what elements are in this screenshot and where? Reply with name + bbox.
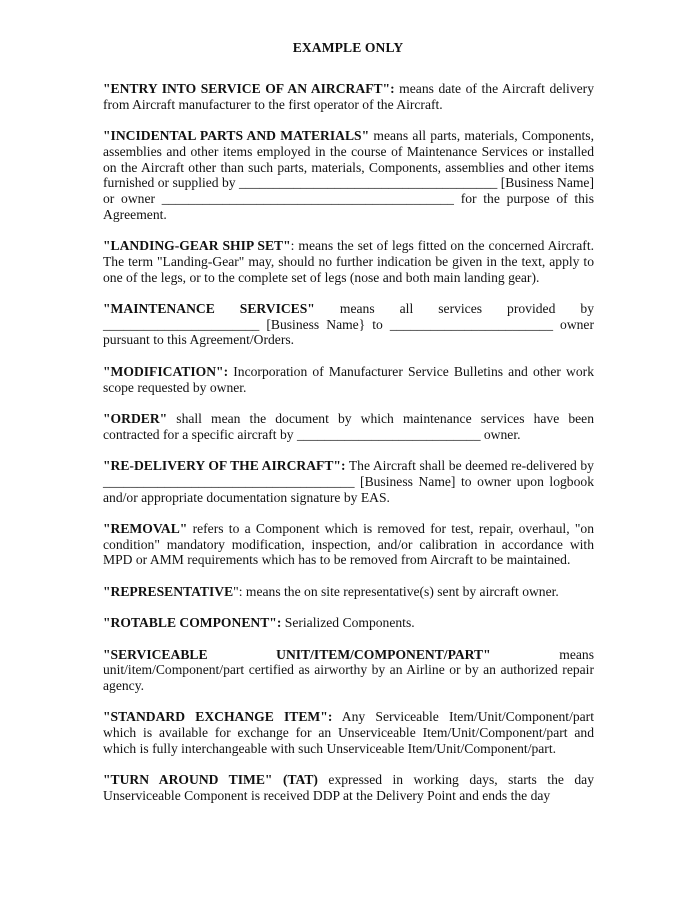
definition-term: "MODIFICATION":: [103, 363, 229, 379]
definition-text: means unit/item/Component/part certified as airworthy by an Airline or by an authorized repair agency.: [103, 646, 594, 693]
definition-removal: [103, 521, 594, 568]
definition-term: "INCIDENTAL PARTS AND MATERIALS": [103, 128, 370, 144]
definition-text: shall mean the document by which maintenance services have been contracted for a specific aircraft by ___________________________ owner.: [103, 410, 594, 442]
definition-turn-around-time: [103, 772, 594, 803]
definition-term: "MAINTENANCE SERVICES": [103, 300, 315, 316]
definition-entry-into-service: [103, 81, 594, 112]
definition-landing-gear-ship-set: [103, 238, 594, 285]
definition-modification: [103, 364, 594, 395]
definition-term: "REPRESENTATIVE: [103, 583, 234, 599]
definition-term: "REMOVAL": [103, 520, 188, 536]
document-title: EXAMPLE ONLY: [292, 40, 404, 55]
definition-term: "ENTRY INTO SERVICE OF AN AIRCRAFT":: [103, 81, 395, 96]
definition-term: "ROTABLE COMPONENT":: [103, 615, 282, 631]
definition-standard-exchange-item: [103, 709, 594, 756]
definition-term: "TURN AROUND TIME" (TAT): [103, 772, 318, 788]
definition-rotable-component: [103, 615, 594, 631]
definition-text: The Aircraft shall be deemed re-delivered by _____________________________________ [Business Name] to owner upon logbook and/or appropriate documentation signature by EAS.: [103, 458, 594, 505]
definition-order: [103, 411, 594, 442]
definition-representative: [103, 584, 594, 600]
definition-maintenance-services: [103, 301, 594, 348]
definition-term: "SERVICEABLE UNIT/ITEM/COMPONENT/PART": [103, 646, 491, 662]
definition-term: "LANDING-GEAR SHIP SET": [103, 238, 291, 254]
definitions-list: [103, 81, 594, 819]
definition-text: Any Serviceable Item/Unit/Component/part which is available for exchange for an Unserviceable Item/Unit/Component/part and which is fully interchangeable with such Unserviceable Item/Unit/Component/part.: [103, 709, 594, 756]
definition-serviceable-unit: [103, 647, 594, 694]
definition-text: Incorporation of Manufacturer Service Bulletins and other work scope requested by owner.: [103, 363, 594, 395]
definition-incidental-parts: [103, 128, 594, 222]
definition-re-delivery: [103, 458, 594, 505]
definition-term: "STANDARD EXCHANGE ITEM":: [103, 709, 333, 725]
definition-text: ": means the on site representative(s) sent by aircraft owner.: [233, 583, 559, 599]
definition-text: Serialized Components.: [281, 615, 415, 631]
definition-text: expressed in working days, starts the day Unserviceable Component is received DDP at the Delivery Point and ends the day: [103, 772, 595, 803]
definition-term: "RE-DELIVERY OF THE AIRCRAFT":: [103, 458, 346, 474]
definition-text: means date of the Aircraft delivery from Aircraft manufacturer to the first operator of the Aircraft.: [103, 81, 594, 112]
definition-text: refers to a Component which is removed for test, repair, overhaul, "on condition" mandatory modification, inspection, and/or calibration in accordance with MPD or AMM requirements which has to be removed from Aircraft to be maintained.: [103, 520, 594, 568]
definition-term: "ORDER": [103, 410, 168, 426]
definition-text: means all parts, materials, Components, assemblies and other items employed in the course of Maintenance Services or installed on the Aircraft other than such parts, materials, Components, assemblies and other items furnished or supplied by ______________________________________ [Business Name] or owner ___________________________________________ for the purpose of this Agreement.: [103, 128, 594, 222]
definition-text: means all services provided by _______________________ [Business Name} to ________________________ owner pursuant to this Agreement/Orders.: [103, 300, 594, 348]
definition-text: : means the set of legs fitted on the concerned Aircraft. The term "Landing-Gear" may, should no further indication be given in the text, apply to one of the legs, or to the complete set of legs (nose and both main landing gear).: [103, 238, 595, 285]
